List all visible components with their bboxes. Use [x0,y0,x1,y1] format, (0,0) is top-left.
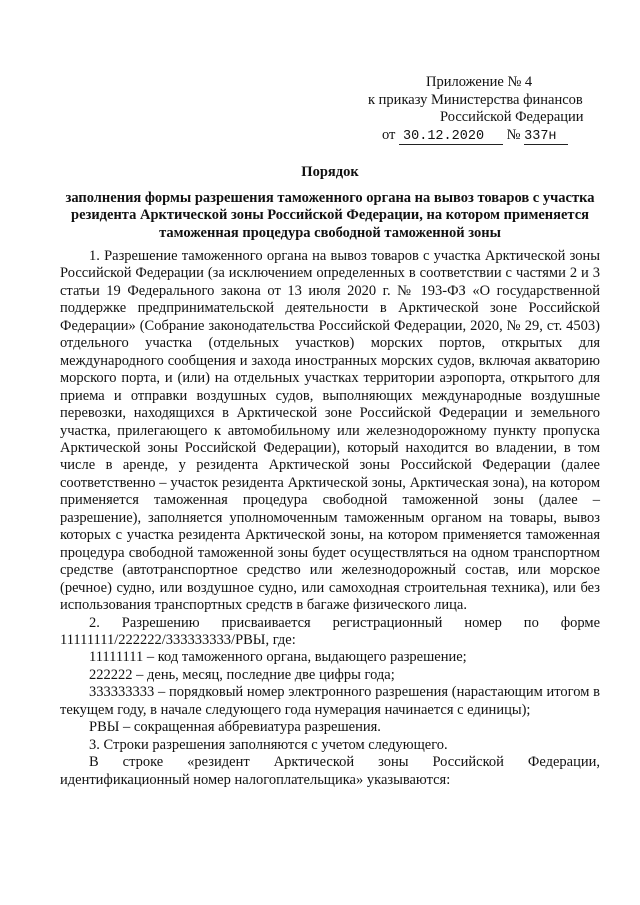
paragraph-code-3: 333333333 – порядковый номер электронного разрешения (нарастающим итогом в текущем году, в начале следующего года нумерация начинается с единицы); [60,684,600,718]
paragraph-code-4: РВЫ – сокращенная аббревиатура разрешения. [89,719,381,736]
annex-title: Приложение № 4 [426,74,533,90]
paragraph-code-2: 222222 – день, месяц, последние две цифры года; [89,666,395,683]
paragraph-1: 1. Разрешение таможенного органа на вывоз товаров с участка Арктической зоны Российской Федерации (за исключением определенных в соответствии с частями 2 и 3 статьи 19 Федерального закона от 13 июля 2020 г. № 193-ФЗ «О государственной поддержке предпринимательской деятельности в Арктической зоне Российской Федерации» (Собрание законодательства Российской Федерации, 2020, № 29, ст. 4503) отдельного участка (отдельных участков) морских портов, открытых для международного сообщения и захода иностранных морских судов, включая акваторию морского порта, и (или) на отдельных участках территории аэропорта, открытого для приема и отправки воздушных судов, выполняющих международные воздушные перевозки, находящихся в Арктической зоне Российской Федерации и земельного участка, прилегающего к автомобильному или железнодорожному пункту пропуска Арктической зоны Российской Федерации), который находится во владении, в том числе в аренде, у резидента Арктической зоны Российской Федерации (далее соответственно – участок резидента Арктической зоны, Арктическая зона), на котором применяется таможенная процедура свободной таможенной зоны (далее – разрешение), заполняется уполномоченным таможенным органом на товары, вывоз которых с участка резидента Арктической зоны, на котором применяется таможенная процедура свободной таможенной зоны будет осуществляться на одном транспортном средстве (автотранспортное средство или железнодорожный состав, или морское (речное) судно, или воздушное судно, или самоходная строительная техника), или без использования транспортных средств в багаже физического лица. [60,248,600,614]
annex-order-ref: к приказу Министерства финансов [368,91,583,108]
annex-date-line [368,127,608,145]
title-heading: Порядок [301,164,359,180]
paragraph-code-1: 11111111 – код таможенного органа, выдающего разрешение; [89,649,467,666]
title-subtitle: заполнения формы разрешения таможенного органа на вывоз товаров с участка резидента Арктической зоны Российской Федерации, на котором применяется таможенная процедура свободной таможенной зоны [65,189,595,241]
document-title [60,164,600,242]
annex-ministry: Российской Федерации [440,109,584,125]
paragraph-2: 2. Разрешению присваивается регистрационный номер по форме 11111111/222222/333333333/РВЫ, где: [60,614,600,648]
number-prefix: № [506,126,521,143]
paragraph-3-row: В строке «резидент Арктической зоны Российской Федерации, идентификационный номер налогоплательщика» указываются: [60,754,600,788]
annex-header [368,74,608,145]
date-prefix: от [382,126,396,143]
paragraph-3: 3. Строки разрешения заполняются с учетом следующего. [89,736,448,753]
order-number: 337н [524,130,568,145]
order-date: 30.12.2020 [399,130,503,145]
document-body [60,248,600,789]
